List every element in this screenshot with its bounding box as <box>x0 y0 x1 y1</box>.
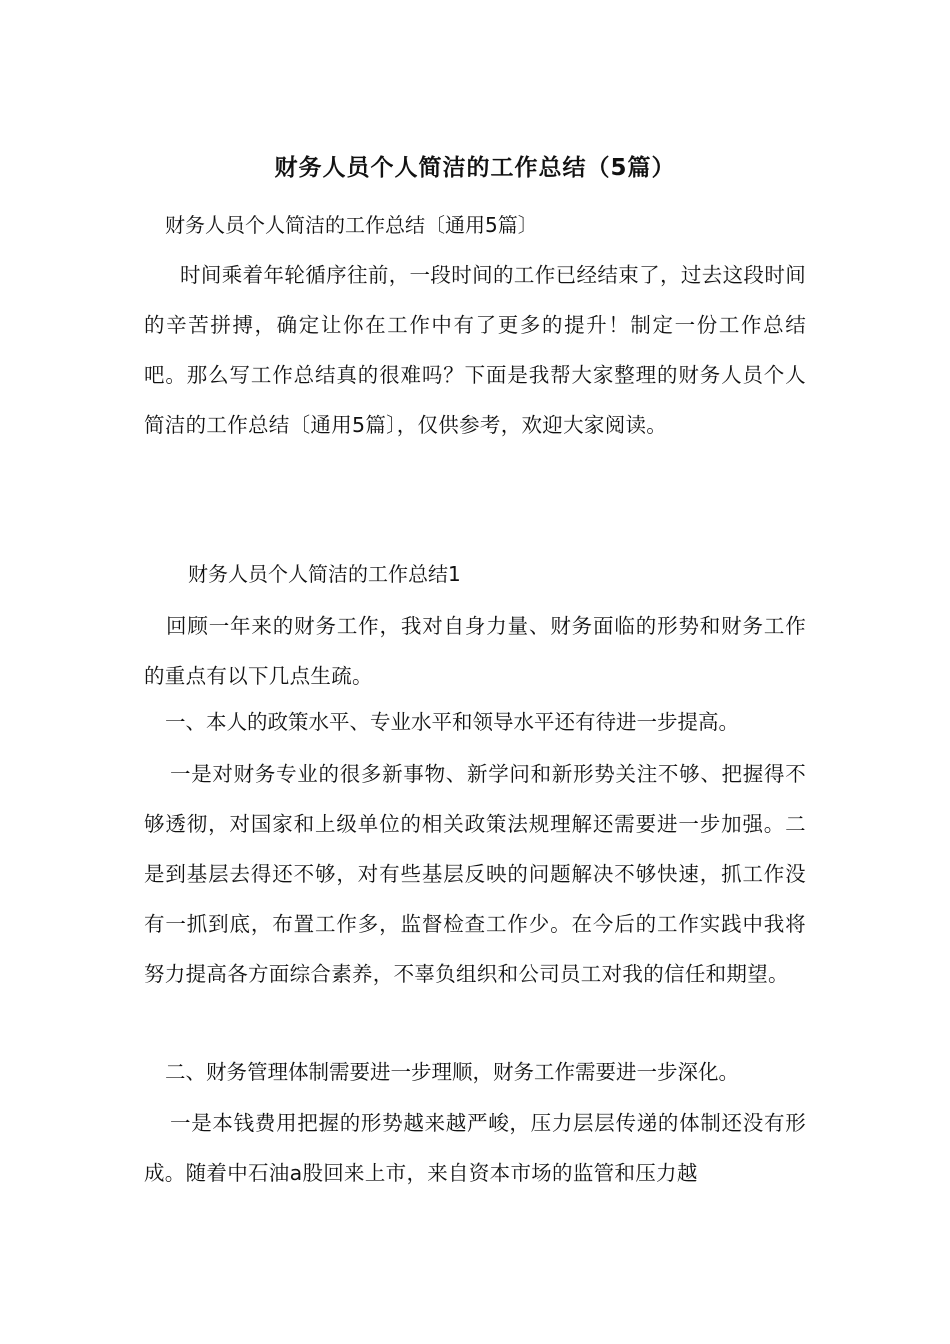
intro-paragraph: 时间乘着年轮循序往前，一段时间的工作已经结束了，过去这段时间的辛苦拼搏，确定让你在工作中有了更多的提升！制定一份工作总结吧。那么写工作总结真的很难吗？下面是我帮大家整理的财务人员个人简洁的工作总结〔通用5篇〕，仅供参考，欢迎大家阅读。 <box>144 263 806 437</box>
point-heading: 二、财务管理体制需要进一步理顺，财务工作需要进一步深化。 <box>165 1060 739 1084</box>
point-heading: 一、本人的政策水平、专业水平和领导水平还有待进一步提高。 <box>165 710 739 734</box>
document-title: 财务人员个人简洁的工作总结（5篇） <box>274 155 676 181</box>
body-paragraph: 一是对财务专业的很多新事物、新学问和新形势关注不够、把握得不够透彻，对国家和上级单位的相关政策法规理解还需要进一步加强。二是到基层去得还不够，对有些基层反映的问题解决不够快速，抓工作没有一抓到底，布置工作多，监督检查工作少。在今后的工作实践中我将努力提高各方面综合素养，不辜负组织和公司员工对我的信任和期望。 <box>144 762 806 986</box>
section-heading: 财务人员个人简洁的工作总结1 <box>188 562 461 586</box>
document-subtitle: 财务人员个人简洁的工作总结〔通用5篇〕 <box>165 213 538 237</box>
body-paragraph: 一是本钱费用把握的形势越来越严峻，压力层层传递的体制还没有形成。随着中石油a股回来上市，来自资本市场的监管和压力越 <box>144 1111 806 1185</box>
body-paragraph: 回顾一年来的财务工作，我对自身力量、财务面临的形势和财务工作的重点有以下几点生疏。 <box>144 614 806 688</box>
